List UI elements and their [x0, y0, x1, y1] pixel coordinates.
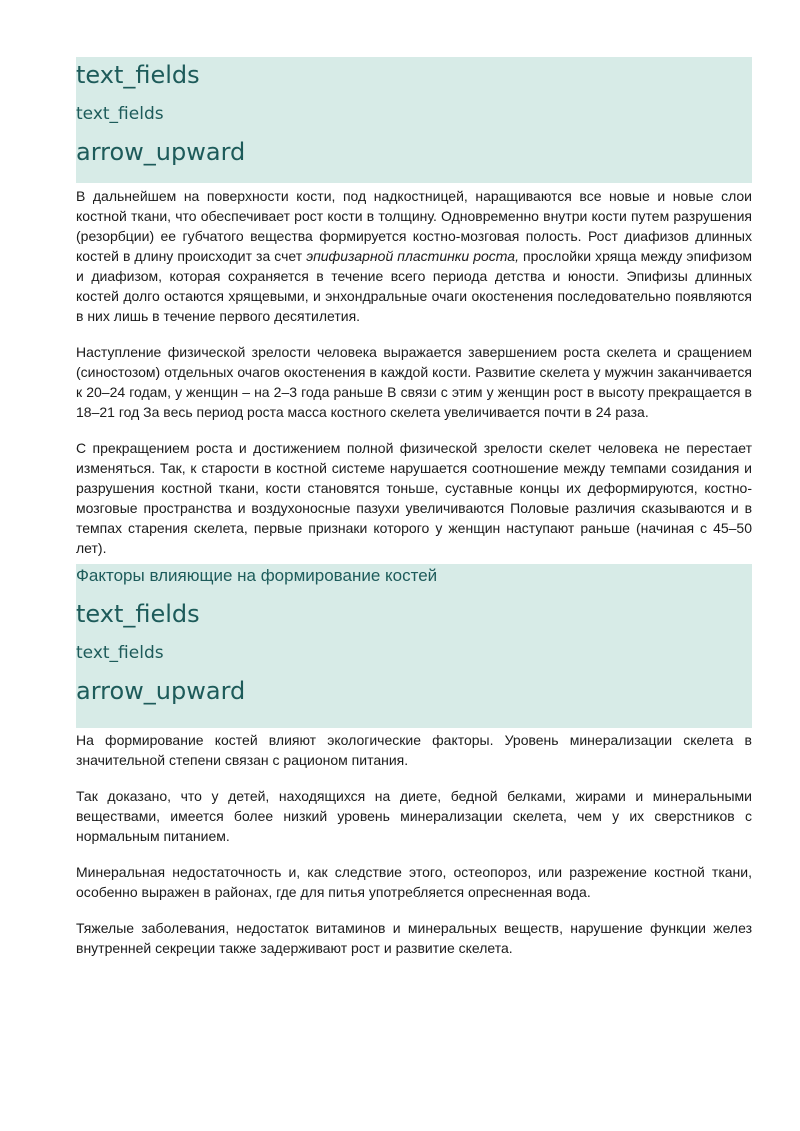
paragraph: С прекращением роста и достижением полной физической зрелости скелет человека не перестает изменяться. Так, к старости в костной системе нарушается соотношение между темпами созидания и разрушения костной ткани, кости становятся тоньше, суставные концы их деформируются, костно-мозговые пространства и воздухоносные пазухи увеличиваются Половые различия сказываются и в темпах старения скелета, первые признаки которого у женщин наступают раньше (начиная с 45–50 лет). [76, 440, 752, 556]
text-fields-icon[interactable]: text_fields [76, 61, 200, 89]
paragraph-text: В дальнейшем на поверхности кости, под надкостницей, наращиваются все новые и новые слои костной ткани, что обеспечивает рост кости в толщину. Одновременно внутри кости путем разрушения (резорбции) ее губчатого вещества формируется костно-мозговая полость. Рост диафизов длинных костей в длину происходит за счет [76, 188, 752, 264]
paragraph [76, 186, 752, 326]
paragraph: Наступление физической зрелости человека выражается завершением роста скелета и сращением (синостозом) отдельных очагов окостенения в каждой кости. Развитие скелета у мужчин заканчивается к 20–24 годам, у женщин – на 2–3 года раньше В связи с этим у женщин рост в высоту прекращается в 18–21 год За весь период роста масса костного скелета увеличивается почти в 24 раза. [76, 344, 752, 420]
paragraph: Минеральная недостаточность и, как следствие этого, остеопороз, или разрежение костной ткани, особенно выражен в районах, где для питья употребляется опресненная вода. [76, 864, 752, 900]
text-fields-icon[interactable]: text_fields [76, 643, 164, 663]
paragraph: Тяжелые заболевания, недостаток витаминов и минеральных веществ, нарушение функции желез внутренней секреции также задерживают рост и развитие скелета. [76, 920, 752, 956]
paragraph-text: прослойки хряща между эпифизом и диафизом, которая сохраняется в течение всего периода детства и юности. Эпифизы длинных костей долго остаются хрящевыми, и энхондральные очаги окостенения последовательно появляются в них лишь в течение первого десятилетия. [76, 248, 752, 324]
section-title: Факторы влияющие на формирование костей [76, 566, 438, 585]
text-fields-icon[interactable]: text_fields [76, 600, 200, 628]
paragraph: На формирование костей влияют экологические факторы. Уровень минерализации скелета в значительной степени связан с рационом питания. [76, 732, 752, 768]
paragraph: Так доказано, что у детей, находящихся на диете, бедной белками, жирами и минеральными веществами, имеется более низкий уровень минерализации скелета, чем у их сверстников с нормальным питанием. [76, 788, 752, 844]
arrow-upward-icon[interactable]: arrow_upward [76, 138, 246, 166]
text-fields-icon[interactable]: text_fields [76, 104, 164, 124]
header-band-1 [76, 57, 752, 183]
italic-term: эпифизарной пластинки роста, [306, 248, 519, 264]
arrow-upward-icon[interactable]: arrow_upward [76, 677, 246, 705]
header-band-2 [76, 564, 752, 728]
document-page [76, 57, 752, 958]
